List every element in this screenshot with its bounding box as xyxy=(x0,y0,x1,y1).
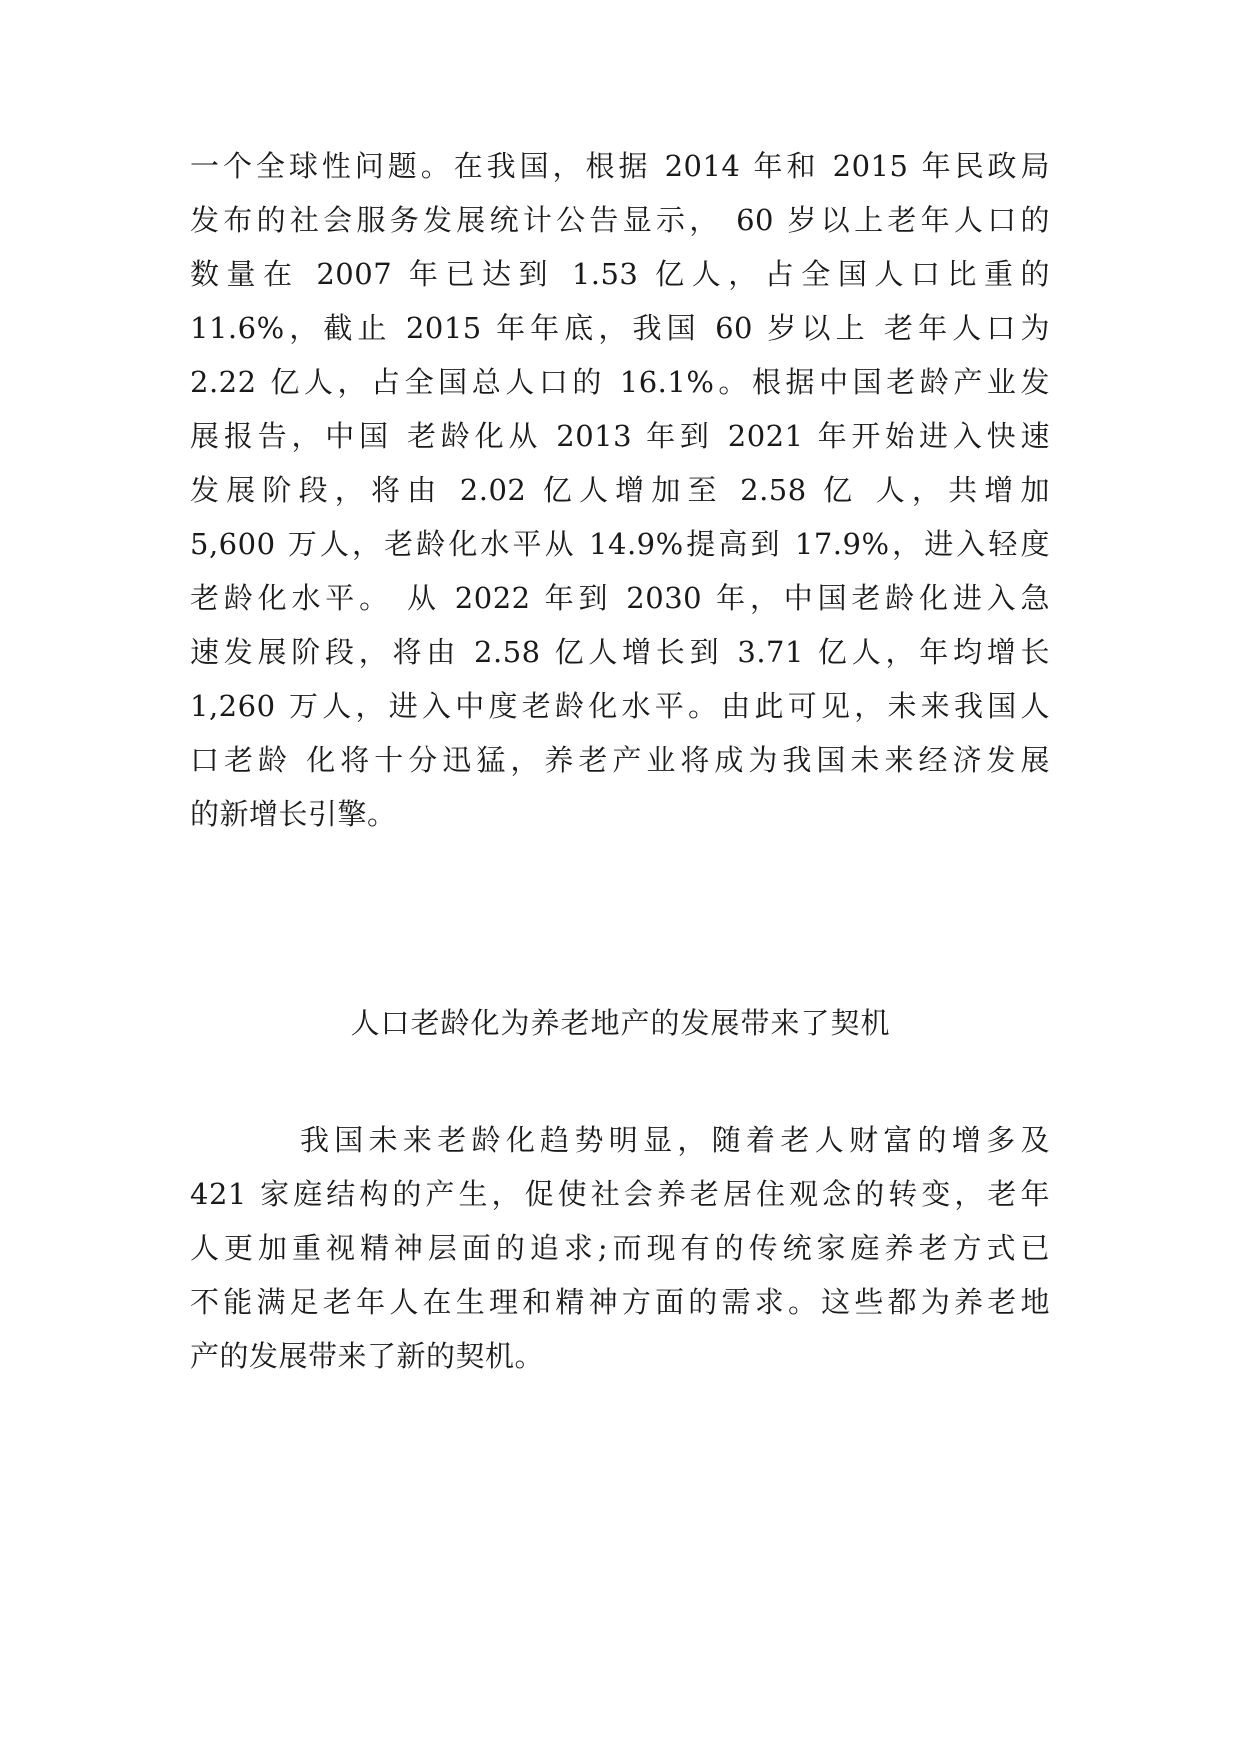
paragraph-1-line-9: 老龄化水平。 从 2022 年到 2030 年，中国老龄化进入急 xyxy=(190,581,1050,615)
paragraph-1-line-10: 速发展阶段，将由 2.58 亿人增长到 3.71 亿人，年均增长 xyxy=(190,635,1050,669)
paragraph-1-line-11: 1,260 万人，进入中度老龄化水平。由此可见，未来我国人 xyxy=(190,689,1050,723)
paragraph-1-line-13: 的新增长引擎。 xyxy=(190,797,397,831)
paragraph-1-line-7: 发展阶段，将由 2.02 亿人增加至 2.58 亿 人，共增加 xyxy=(190,473,1050,507)
paragraph-1-line-12: 口老龄 化将十分迅猛，养老产业将成为我国未来经济发展 xyxy=(190,743,1050,777)
paragraph-1-line-6: 展报告，中国 老龄化从 2013 年到 2021 年开始进入快速 xyxy=(190,419,1050,453)
paragraph-2-line-2: 421 家庭结构的产生，促使社会养老居住观念的转变，老年 xyxy=(190,1177,1050,1211)
paragraph-2-line-4: 不能满足老年人在生理和精神方面的需求。这些都为养老地 xyxy=(190,1285,1050,1319)
paragraph-1-line-3: 数量在 2007 年已达到 1.53 亿人，占全国人口比重的 xyxy=(190,257,1050,291)
section-heading: 人口老龄化为养老地产的发展带来了契机 xyxy=(350,1006,891,1040)
paragraph-1-line-4: 11.6%，截止 2015 年年底，我国 60 岁以上 老年人口为 xyxy=(190,311,1050,345)
paragraph-1-line-1: 一个全球性问题。在我国，根据 2014 年和 2015 年民政局 xyxy=(190,149,1050,183)
paragraph-2-line-5: 产的发展带来了新的契机。 xyxy=(190,1339,545,1373)
paragraph-2-line-1: 我国未来老龄化趋势明显，随着老人财富的增多及 xyxy=(300,1123,1050,1157)
paragraph-1-line-8: 5,600 万人，老龄化水平从 14.9%提高到 17.9%，进入轻度 xyxy=(190,527,1050,561)
paragraph-2-line-3: 人更加重视精神层面的追求;而现有的传统家庭养老方式已 xyxy=(190,1231,1050,1265)
paragraph-1-line-5: 2.22 亿人，占全国总人口的 16.1%。根据中国老龄产业发 xyxy=(190,365,1050,399)
paragraph-1-line-2: 发布的社会服务发展统计公告显示， 60 岁以上老年人口的 xyxy=(190,203,1050,237)
